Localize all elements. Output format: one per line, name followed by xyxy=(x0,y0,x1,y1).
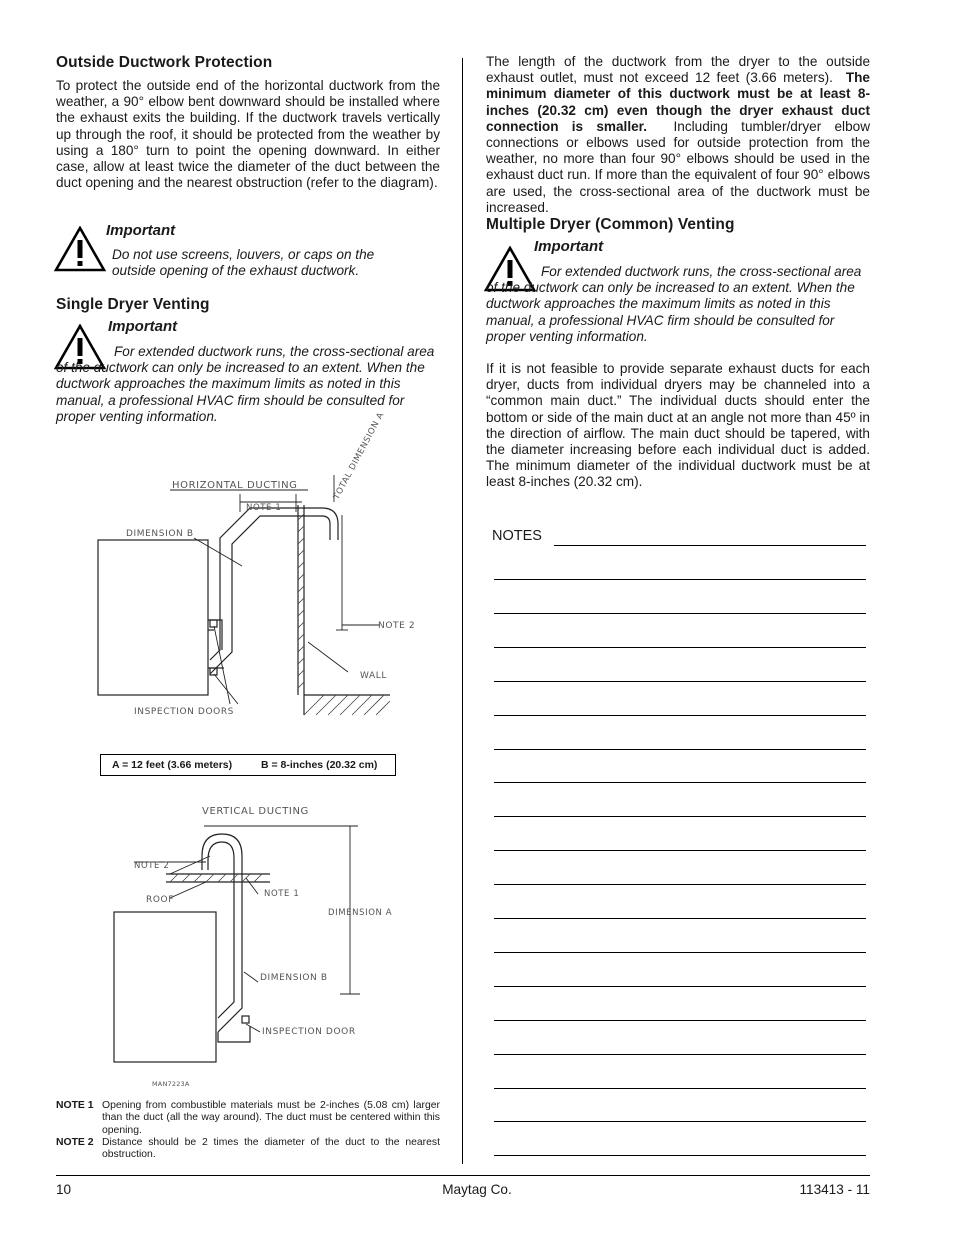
paragraph-common-venting: If it is not feasible to provide separate exhaust ducts for each dryer, ducts from individual dryers may be channeled into a “common main duct.” The individual ducts should enter the bottom or side of the main duct at an angle not more than 45º in the direction of airflow. The main duct should be tapered, with the diameter increasing before each individual duct is added. The minimum diameter of the individual ductwork must be at least 8-inches (20.32 cm). xyxy=(486,361,870,490)
notes-blank-line xyxy=(494,782,866,783)
notes-line xyxy=(554,545,866,546)
heading-single-dryer: Single Dryer Venting xyxy=(56,296,210,313)
notes-blank-line xyxy=(494,1155,866,1156)
important-title-1: Important xyxy=(106,222,176,239)
notes-blank-line xyxy=(494,715,866,716)
notes-blank-line xyxy=(494,749,866,750)
dimension-legend xyxy=(100,754,396,776)
vertical-ducting-diagram xyxy=(110,796,400,1096)
warning-triangle-icon xyxy=(54,226,106,272)
duct-length-end: Including tumbler/dryer elbow connections or elbows used for outside protection from the weather, no more than four 90° elbows should be used in the exhaust duct run. If more than the equivalent of four 90° elbows are used, the cross-sectional area of the ductwork must be increased. xyxy=(486,118,871,215)
notes-blank-line xyxy=(494,1054,866,1055)
duct-length-bold: The minimum diameter of this ductwork must be at least 8-inches (20.32 cm) even though the dryer exhaust duct connection is smaller. xyxy=(486,70,870,134)
diagram2-note2: NOTE 2 xyxy=(134,861,170,871)
diagram2-dimension-a: DIMENSION A xyxy=(328,908,393,918)
diagram2-inspection-door: INSPECTION DOOR xyxy=(262,1027,356,1037)
diagram1-inspection-doors: INSPECTION DOORS xyxy=(134,707,234,717)
notes-blank-line xyxy=(494,952,866,953)
company-name: Maytag Co. xyxy=(442,1182,512,1197)
horizontal-ducting-diagram xyxy=(90,410,430,720)
diagram1-total-dimension-a: TOTAL DIMENSION A xyxy=(331,410,387,502)
diagram1-note2: NOTE 2 xyxy=(378,621,416,631)
notes-blank-line xyxy=(494,918,866,919)
important-title-2: Important xyxy=(108,318,178,335)
notes-blank-line xyxy=(494,884,866,885)
diagram1-wall: WALL xyxy=(360,671,387,681)
footnote-1-key: NOTE 1 xyxy=(56,1100,94,1111)
notes-blank-line xyxy=(494,850,866,851)
paragraph-duct-length xyxy=(486,54,870,216)
notes-blank-line xyxy=(494,579,866,580)
notes-blank-line xyxy=(494,1121,866,1122)
diagram2-dimension-b: DIMENSION B xyxy=(260,973,328,983)
notes-blank-line xyxy=(494,1020,866,1021)
diagram2-note1: NOTE 1 xyxy=(264,889,300,899)
paragraph-outside-ductwork: To protect the outside end of the horizontal ductwork from the weather, a 90° elbow bent downward should be installed where the exhaust exits the building. If the ductwork travels vertically up through the roof, it should be protected from the weather by using a 180° turn to point the opening downward. In either case, allow at least twice the diameter of the duct between the duct opening and the nearest obstruction (refer to the diagram). xyxy=(56,78,440,191)
notes-blank-line xyxy=(494,681,866,682)
duct-length-start: The length of the ductwork from the dryer to the outside exhaust outlet, must not exceed 12 feet (3.66 meters). xyxy=(486,54,870,86)
notes-blank-line xyxy=(494,647,866,648)
notes-blank-line xyxy=(494,816,866,817)
page-number: 10 xyxy=(56,1182,72,1197)
heading-multiple-dryer: Multiple Dryer (Common) Venting xyxy=(486,216,735,233)
legend-a: A = 12 feet (3.66 meters) xyxy=(112,759,233,771)
notes-blank-line xyxy=(494,986,866,987)
diagram2-title: VERTICAL DUCTING xyxy=(202,806,309,817)
footnote-1-text: Opening from combustible materials must be 2-inches (5.08 cm) larger than the duct (all the way around). The duct must be centered within this opening. xyxy=(102,1100,440,1136)
footer-rule xyxy=(56,1175,870,1176)
notes-blank-line xyxy=(494,613,866,614)
important-title-3: Important xyxy=(534,238,604,255)
important-text-1: Do not use screens, louvers, or caps on the outside opening of the exhaust ductwork. xyxy=(112,247,375,279)
footnote-2-key: NOTE 2 xyxy=(56,1137,94,1148)
important-text-2: For extended ductwork runs, the cross-sectional area of the ductwork can only be increased to an extent. When the ductwork approaches the maximum limits as noted in this manual, a professional HVAC firm should be consulted for proper venting information. xyxy=(56,344,435,424)
diagram1-dimension-b: DIMENSION B xyxy=(126,529,194,539)
legend-b: B = 8-inches (20.32 cm) xyxy=(261,759,378,771)
notes-label: NOTES xyxy=(492,528,542,544)
diagram2-roof: ROOF xyxy=(146,895,174,905)
diagram1-note1: NOTE 1 xyxy=(246,503,282,513)
footnote-2-text: Distance should be 2 times the diameter of the duct to the nearest obstruction. xyxy=(102,1137,440,1161)
diagram2-code: MAN7223A xyxy=(152,1080,190,1088)
notes-blank-line xyxy=(494,1088,866,1089)
column-divider xyxy=(462,58,463,1164)
document-number: 113413 - 11 xyxy=(799,1182,870,1197)
heading-outside-ductwork: Outside Ductwork Protection xyxy=(56,54,273,71)
important-text-3: For extended ductwork runs, the cross-sectional area of the ductwork can only be increased to an extent. When the ductwork approaches the maximum limits as noted in this manual, a professional HVAC firm should be consulted for proper venting information. xyxy=(486,264,862,344)
diagram1-title: HORIZONTAL DUCTING xyxy=(172,480,298,491)
